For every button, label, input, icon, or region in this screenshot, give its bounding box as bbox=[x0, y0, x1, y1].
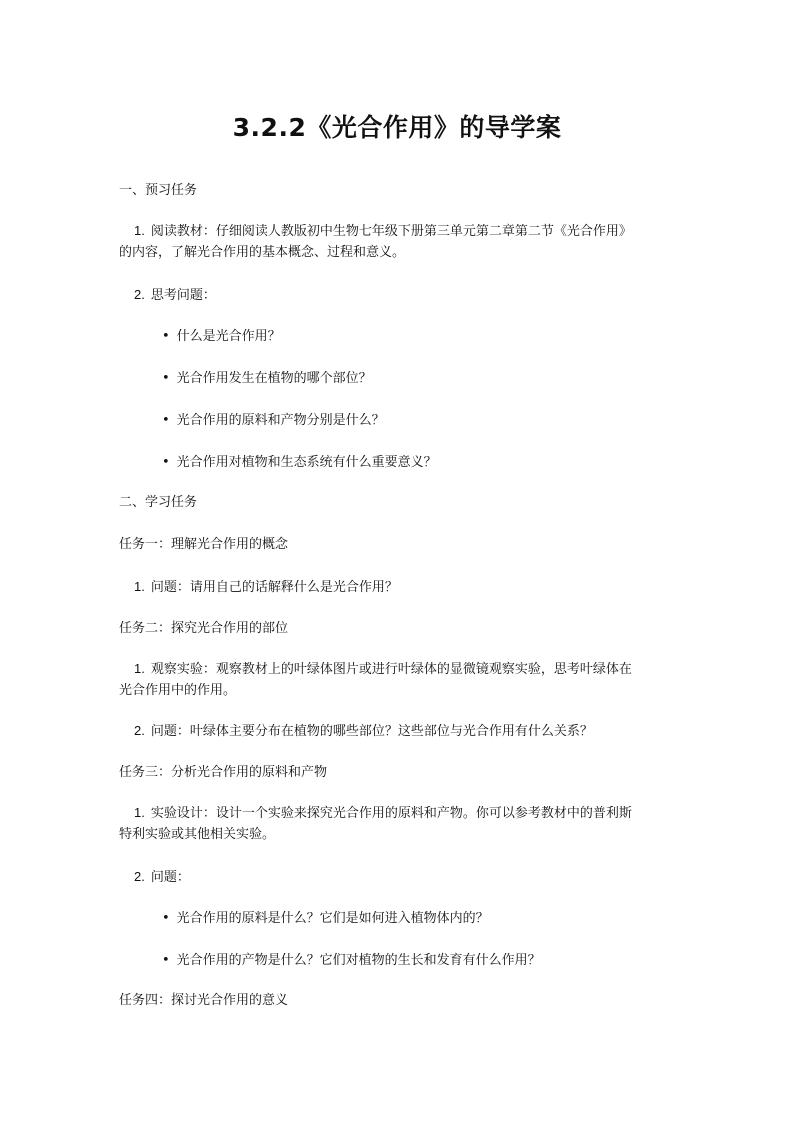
item-number: 2. bbox=[134, 869, 145, 884]
task-1-heading: 任务一：理解光合作用的概念 bbox=[119, 537, 289, 552]
item-text: 思考问题： bbox=[150, 288, 216, 303]
item-number: 2. bbox=[134, 287, 145, 302]
item-number: 1. bbox=[134, 223, 145, 238]
bullet-item: • 光合作用发生在植物的哪个部位？ bbox=[162, 371, 372, 386]
bullet-dot-icon: • bbox=[162, 329, 170, 344]
task-2-question-2 bbox=[134, 721, 593, 742]
task-3-question-1-continued: 特利实验或其他相关实验。 bbox=[119, 827, 276, 842]
task-3-question-2 bbox=[134, 867, 190, 888]
bullet-dot-icon: • bbox=[162, 455, 170, 470]
task-3-question-1 bbox=[134, 803, 632, 824]
preview-item-1-continued: 的内容，了解光合作用的基本概念、过程和意义。 bbox=[119, 245, 406, 260]
item-number: 1. bbox=[134, 579, 145, 594]
bullet-dot-icon: • bbox=[162, 911, 170, 926]
bullet-item: • 光合作用对植物和生态系统有什么重要意义？ bbox=[162, 455, 437, 470]
item-text: 阅读教材：仔细阅读人教版初中生物七年级下册第三单元第二章第二节《光合作用》 bbox=[150, 224, 632, 239]
item-text: 问题：请用自己的话解释什么是光合作用？ bbox=[150, 580, 398, 595]
bullet-item: • 光合作用的原料是什么？它们是如何进入植物体内的？ bbox=[162, 911, 489, 926]
bullet-item: • 光合作用的原料和产物分别是什么？ bbox=[162, 413, 385, 428]
preview-item-2 bbox=[134, 285, 216, 306]
item-number: 2. bbox=[134, 723, 145, 738]
task-2-question-1-continued: 光合作用中的作用。 bbox=[119, 683, 237, 698]
item-text: 问题： bbox=[150, 870, 190, 885]
item-text: 问题：叶绿体主要分布在植物的哪些部位？这些部位与光合作用有什么关系？ bbox=[150, 724, 593, 739]
document-title: 3.2.2《光合作用》的导学案 bbox=[232, 113, 562, 142]
task-1-question-1 bbox=[134, 577, 398, 598]
item-number: 1. bbox=[134, 661, 145, 676]
task-2-question-1 bbox=[134, 659, 632, 680]
task-3-heading: 任务三：分析光合作用的原料和产物 bbox=[119, 765, 328, 780]
bullet-item: • 什么是光合作用？ bbox=[162, 329, 281, 344]
task-4-heading: 任务四：探讨光合作用的意义 bbox=[119, 993, 289, 1008]
bullet-dot-icon: • bbox=[162, 413, 170, 428]
preview-item-1 bbox=[134, 221, 632, 242]
bullet-item: • 光合作用的产物是什么？它们对植物的生长和发育有什么作用？ bbox=[162, 953, 541, 968]
section-heading-preview: 一、预习任务 bbox=[119, 183, 198, 198]
bullet-dot-icon: • bbox=[162, 953, 170, 968]
bullet-dot-icon: • bbox=[162, 371, 170, 386]
section-heading-learning: 二、学习任务 bbox=[119, 495, 198, 510]
task-2-heading: 任务二：探究光合作用的部位 bbox=[119, 621, 289, 636]
item-text: 实验设计：设计一个实验来探究光合作用的原料和产物。你可以参考教材中的普利斯 bbox=[150, 806, 632, 821]
item-text: 观察实验：观察教材上的叶绿体图片或进行叶绿体的显微镜观察实验，思考叶绿体在 bbox=[150, 662, 632, 677]
item-number: 1. bbox=[134, 805, 145, 820]
